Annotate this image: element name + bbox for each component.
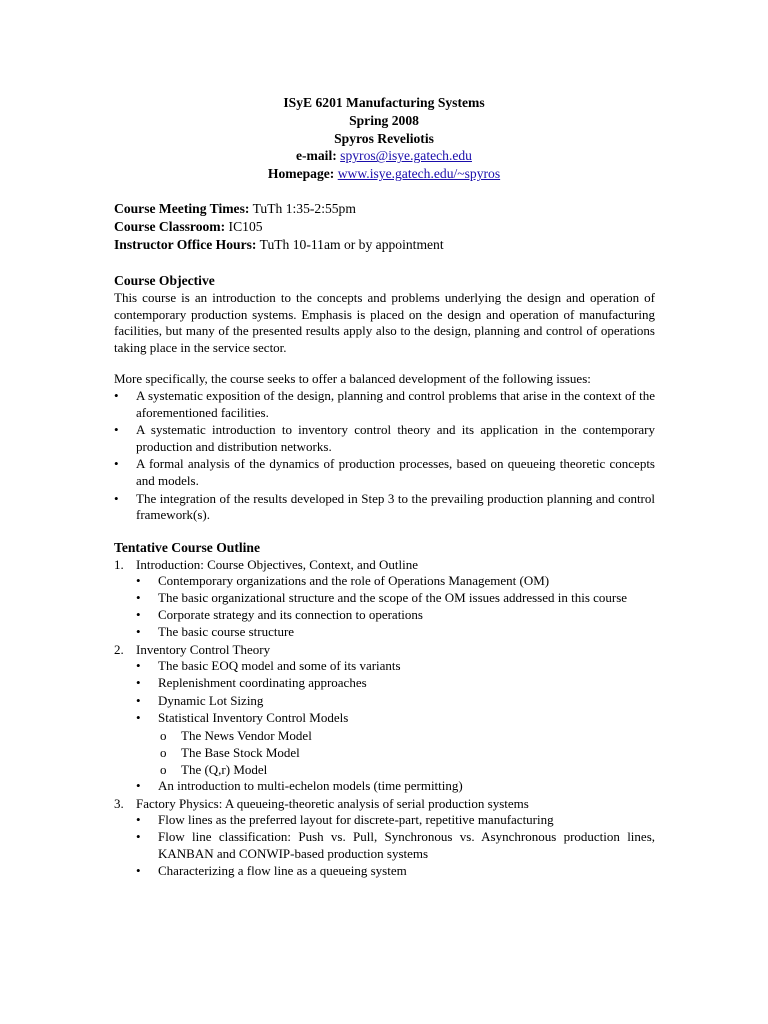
- outline-subitem: • Characterizing a flow line as a queueing system: [136, 862, 407, 878]
- bullet-icon: •: [114, 388, 119, 403]
- outline-subitem: • The basic organizational structure and the scope of the OM issues addressed in this course: [136, 590, 628, 606]
- meeting-times-value: TuTh 1:35-2:55pm: [252, 201, 356, 216]
- outline-item: 2. Inventory Control Theory: [114, 642, 271, 658]
- course-term: Spring 2008: [349, 112, 419, 128]
- outline-subitem: • The basic EOQ model and some of its variants: [136, 658, 401, 674]
- bullet-icon: •: [136, 862, 141, 878]
- bullet-icon: •: [114, 456, 119, 472]
- objective-paragraph: This course is an introduction to the concepts and problems underlying the design and operation of contemporary production systems. Emphasis is placed on the design and operation of manufacturing facilities, but many of the presented results apply also to the design, planning and control of operations taking place in the service sector.: [114, 290, 655, 355]
- outline-subitem: • Contemporary organizations and the role of Operations Management (OM): [136, 573, 550, 588]
- bullet-icon: •: [136, 675, 141, 691]
- bullet-icon: •: [136, 709, 141, 725]
- outline-subitem: • Corporate strategy and its connection to operations: [136, 607, 423, 623]
- bullet-icon: •: [136, 658, 141, 674]
- bullet-icon: •: [114, 490, 119, 506]
- outline-subitem: • Statistical Inventory Control Models: [136, 709, 349, 725]
- bullet-icon: •: [136, 828, 141, 844]
- objective-heading: Course Objective: [114, 273, 215, 288]
- objective-bullets: [114, 388, 655, 525]
- course-outline: [114, 556, 655, 880]
- document-header: [0, 94, 768, 183]
- outline-subitem: • The basic course structure: [136, 624, 295, 640]
- outline-item: 1. Introduction: Course Objectives, Context, and Outline: [114, 557, 418, 572]
- classroom-value: IC105: [228, 219, 263, 234]
- circle-bullet-icon: o: [160, 744, 167, 760]
- outline-subitem: • Flow line classification: Push vs. Pull, Synchronous vs. Asynchronous production lines, KANBAN and CONWIP-based production systems: [136, 828, 655, 861]
- circle-bullet-icon: o: [160, 761, 167, 777]
- bullet-icon: •: [136, 590, 141, 606]
- bullet-icon: •: [114, 422, 119, 438]
- outline-subsubitem: o The Base Stock Model: [160, 744, 300, 760]
- meeting-times: [114, 200, 659, 218]
- email-label: e-mail:: [296, 148, 337, 164]
- outline-heading: Tentative Course Outline: [114, 540, 261, 555]
- outline-subsubitem: o The News Vendor Model: [160, 727, 312, 743]
- bullet-icon: •: [136, 777, 141, 793]
- homepage-link[interactable]: www.isye.gatech.edu/~spyros: [337, 166, 501, 182]
- objective-intro: More specifically, the course seeks to offer a balanced development of the following issues:: [114, 371, 591, 386]
- outline-subitem: • Dynamic Lot Sizing: [136, 692, 264, 708]
- list-item: • A formal analysis of the dynamics of production processes, based on queueing theoretic concepts and models.: [114, 456, 655, 488]
- office-hours-label: Instructor Office Hours:: [114, 237, 257, 252]
- email-link[interactable]: spyros@isye.gatech.edu: [340, 148, 472, 164]
- outline-subsubitem: o The (Q,r) Model: [160, 761, 268, 777]
- outline-subitem: • Flow lines as the preferred layout for discrete-part, repetitive manufacturing: [136, 811, 554, 827]
- outline-subitem: • Replenishment coordinating approaches: [136, 675, 367, 691]
- classroom: [114, 218, 659, 236]
- bullet-icon: •: [136, 811, 141, 827]
- outline-subitem: • An introduction to multi-echelon models (time permitting): [136, 777, 463, 793]
- office-hours-value: TuTh 10-11am or by appointment: [259, 237, 444, 252]
- instructor-name: Spyros Reveliotis: [334, 130, 434, 146]
- bullet-icon: •: [136, 624, 141, 640]
- list-item: • A systematic exposition of the design, planning and control problems that arise in the context of the aforementioned facilities.: [114, 388, 655, 420]
- bullet-icon: •: [136, 607, 141, 623]
- outline-item: 3. Factory Physics: A queueing-theoretic analysis of serial production systems: [114, 795, 529, 811]
- meeting-times-label: Course Meeting Times:: [114, 201, 250, 216]
- homepage-label: Homepage:: [267, 166, 335, 182]
- office-hours: [114, 236, 659, 254]
- circle-bullet-icon: o: [160, 727, 167, 743]
- course-info: [114, 200, 659, 254]
- bullet-icon: •: [136, 692, 141, 708]
- bullet-icon: •: [136, 573, 141, 588]
- list-item: • A systematic introduction to inventory control theory and its application in the contemporary production and distribution networks.: [114, 422, 655, 454]
- classroom-label: Course Classroom:: [114, 219, 226, 234]
- email-line: [0, 147, 768, 165]
- list-item: • The integration of the results developed in Step 3 to the prevailing production planning and control framework(s).: [114, 490, 655, 523]
- homepage-line: [0, 165, 768, 183]
- course-title: ISyE 6201 Manufacturing Systems: [283, 95, 485, 110]
